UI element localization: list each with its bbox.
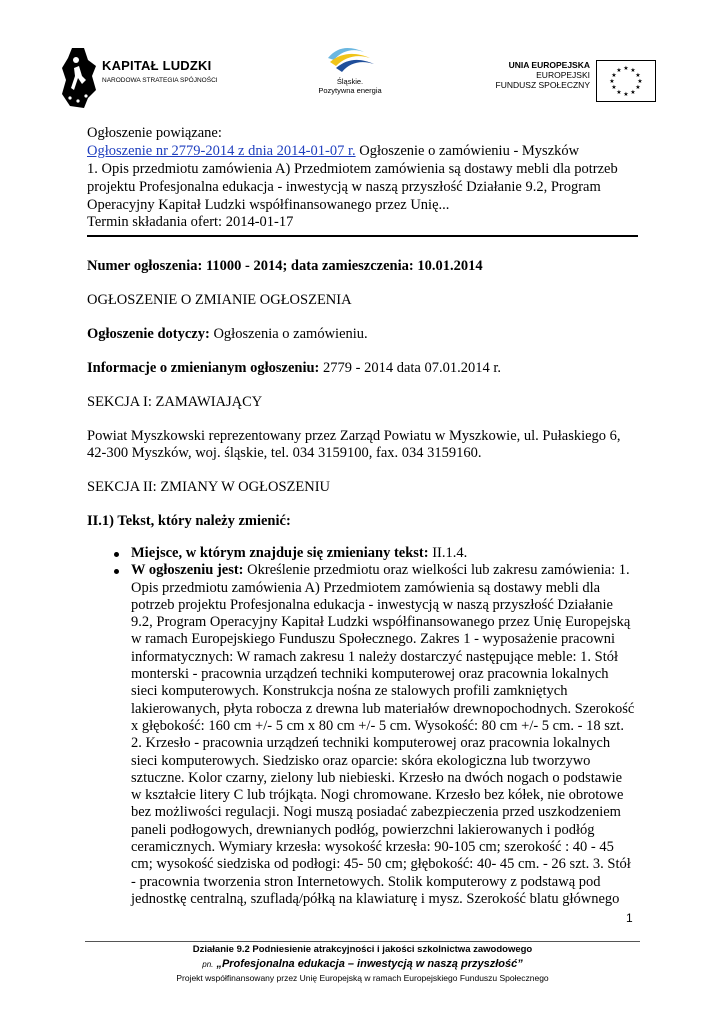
related-desc-line4: Operacyjny Kapitał Ludzki współfinansowanego przez Unię... [87, 197, 450, 213]
kapital-ludzki-logo [62, 44, 218, 114]
kapital-ludzki-subtitle: NARODOWA STRATEGIA SPÓJNOŚCI [102, 77, 218, 84]
footer-line3: Projekt współfinansowany przez Unię Europejską w ramach Europejskiego Funduszu Społecznego [176, 973, 549, 983]
bullet-icon [114, 569, 119, 574]
footer-rule [85, 941, 640, 942]
changes-list [87, 545, 647, 908]
related-notice-link[interactable]: Ogłoszenie nr 2779-2014 z dnia 2014-01-07 r. [87, 143, 356, 159]
kapital-ludzki-title: KAPITAŁ LUDZKI [102, 58, 212, 73]
is-label: W ogłoszeniu jest: [131, 562, 244, 579]
is-text-line: - pracownia tworzenia stron Internetowych. Stolik komputerowy z podstawą pod [131, 873, 601, 890]
is-text-line: informatycznych: W ramach zakresu 1 należy dostarczyć następujące meble: 1. Stół [131, 648, 619, 665]
slaskie-waves-icon [320, 44, 380, 76]
is-text-line: sztuczne. Kolor czarny, zielony lub niebieski. Krzesło na dwóch nogach o podstawie [131, 769, 623, 786]
is-text-line: jednostkę centralną, szufladą/półką na klawiaturę i mysz. Szerokość blatu głównego [131, 890, 620, 907]
eu-line1: UNIA EUROPEJSKA [508, 60, 590, 70]
is-text-line: W ogłoszeniu jest: Określenie przedmiotu oraz wielkości lub zakresu zamówienia: 1. [131, 562, 630, 579]
page-number: 1 [626, 911, 633, 925]
is-text-line: Opis przedmiotu zamówienia A) Przedmiotem zamówienia są dostawy mebli dla [131, 579, 601, 596]
separator-rule [87, 235, 638, 237]
is-text-line: paneli podłogowych, drewnianych podłóg, powierzchni lakierowanych i podłóg [131, 821, 595, 838]
footer-line1: Działanie 9.2 Podniesienie atrakcyjności i jakości szkolnictwa zawodowego [192, 944, 533, 955]
is-text-line: cm; wysokość siedziska od podłogi: 45- 50 cm; głębokość: 40- 45 cm. - 26 szt. 3. Stół [131, 856, 631, 873]
buyer-line1: Powiat Myszkowski reprezentowany przez Zarząd Powiatu w Myszkowie, ul. Pułaskiego 6, [87, 428, 621, 444]
is-text-line: potrzeb projektu Profesjonalna edukacja - inwestycją w naszą przyszłość Działanie [131, 596, 613, 613]
buyer-line2: 42-300 Myszków, woj. śląskie, tel. 034 3159100, fax. 034 3159160. [87, 445, 482, 461]
slaskie-logo [305, 44, 395, 100]
slaskie-line1: Śląskie. [336, 77, 364, 86]
is-text-line: lakierowanych, płyta robocza z drewna lub materiałów drewnopochodnych. Szerokość [131, 700, 635, 717]
notice-concerns: Ogłoszenie dotyczy: Ogłoszenia o zamówieniu. [87, 326, 368, 342]
section2-heading: SEKCJA II: ZMIANY W OGŁOSZENIU [87, 479, 331, 495]
footer-line2: pn. „Profesjonalna edukacja – inwestycją w naszą przyszłość” [202, 958, 523, 970]
is-text-line: w ramach Europejskiego Funduszu Społecznego. Zakres 1 - wyposażenie pracowni [131, 631, 615, 648]
slaskie-line2: Pozytywna energia [318, 86, 382, 95]
svg-text:★: ★ [611, 72, 617, 79]
list-item-place: Miejsce, w którym znajduje się zmieniany tekst: II.1.4. [87, 545, 647, 562]
eu-text-block [440, 60, 590, 90]
is-text-line: 2. Krzesło - pracownia urządzeń techniki komputerowej oraz pracownia lokalnych [131, 735, 611, 752]
svg-text:★: ★ [623, 91, 629, 98]
is-text-line: sieci komputerowych. Siedzisko oraz oparcie: skóra ekologiczna lub tworzywo [131, 752, 591, 769]
eu-flag-logo [596, 60, 656, 102]
svg-text:★: ★ [630, 67, 636, 74]
svg-text:★: ★ [616, 67, 622, 74]
ii1-heading: II.1) Tekst, który należy zmienić: [87, 513, 291, 529]
svg-text:★: ★ [611, 84, 617, 91]
related-link-line [87, 143, 579, 161]
svg-text:★: ★ [630, 89, 636, 96]
svg-text:★: ★ [616, 89, 622, 96]
svg-text:★: ★ [609, 78, 615, 85]
svg-text:★: ★ [637, 78, 643, 85]
is-text-line: x głębokość: 160 cm +/- 5 cm x 80 cm +/- 5 cm. Wysokość: 80 cm +/- 5 cm. - 18 szt. [131, 717, 624, 734]
is-text-block [131, 562, 647, 908]
svg-text:★: ★ [623, 65, 629, 72]
kapital-ludzki-emblem-icon [62, 46, 96, 108]
related-desc-line2: 1. Opis przedmiotu zamówienia A) Przedmiotem zamówienia są dostawy mebli dla potrzeb [87, 161, 618, 177]
bullet-icon [114, 552, 119, 557]
eu-line2: EUROPEJSKI [536, 70, 590, 80]
svg-text:★: ★ [635, 84, 641, 91]
is-text-line: w kształcie litery C lub trójkąta. Nogi chromowane. Krzesło bez kółek, nie obrotowe [131, 787, 624, 804]
is-text-line: ceramicznych. Wymiary krzesła: wysokość krzesła: 90-105 cm; szerokość : 40 - 45 [131, 839, 614, 856]
is-text-line: sieci komputerowych. Konstrukcja nośna ze stalowych profili zamkniętych [131, 683, 568, 700]
notice-type: OGŁOSZENIE O ZMIANIE OGŁOSZENIA [87, 292, 352, 308]
related-link-after: Ogłoszenie o zamówieniu - Myszków [355, 143, 580, 159]
notice-changed-info: Informacje o zmienianym ogłoszeniu: 2779 - 2014 data 07.01.2014 r. [87, 360, 502, 376]
svg-text:★: ★ [635, 72, 641, 79]
eu-stars-icon [597, 61, 655, 101]
list-item-is [87, 562, 647, 908]
is-text-line: 9.2, Program Operacyjny Kapitał Ludzki współfinansowanego przez Unię Europejską [131, 614, 631, 631]
related-desc-line3: projektu Profesjonalna edukacja - inwestycją w naszą przyszłość Działanie 9.2, Program [87, 179, 601, 195]
related-deadline: Termin składania ofert: 2014-01-17 [87, 214, 294, 230]
notice-number: Numer ogłoszenia: 11000 - 2014; data zamieszczenia: 10.01.2014 [87, 258, 483, 274]
eu-line3: FUNDUSZ SPOŁECZNY [495, 80, 590, 90]
related-heading: Ogłoszenie powiązane: [87, 125, 222, 141]
is-text-line: bez możliwości regulacji. Nogi muszą posiadać zabezpieczenia przed uszkodzeniem [131, 804, 621, 821]
is-text-line: monterski - pracownia urządzeń techniki komputerowej oraz pracownia lokalnych [131, 666, 609, 683]
section1-heading: SEKCJA I: ZAMAWIAJĄCY [87, 394, 263, 410]
